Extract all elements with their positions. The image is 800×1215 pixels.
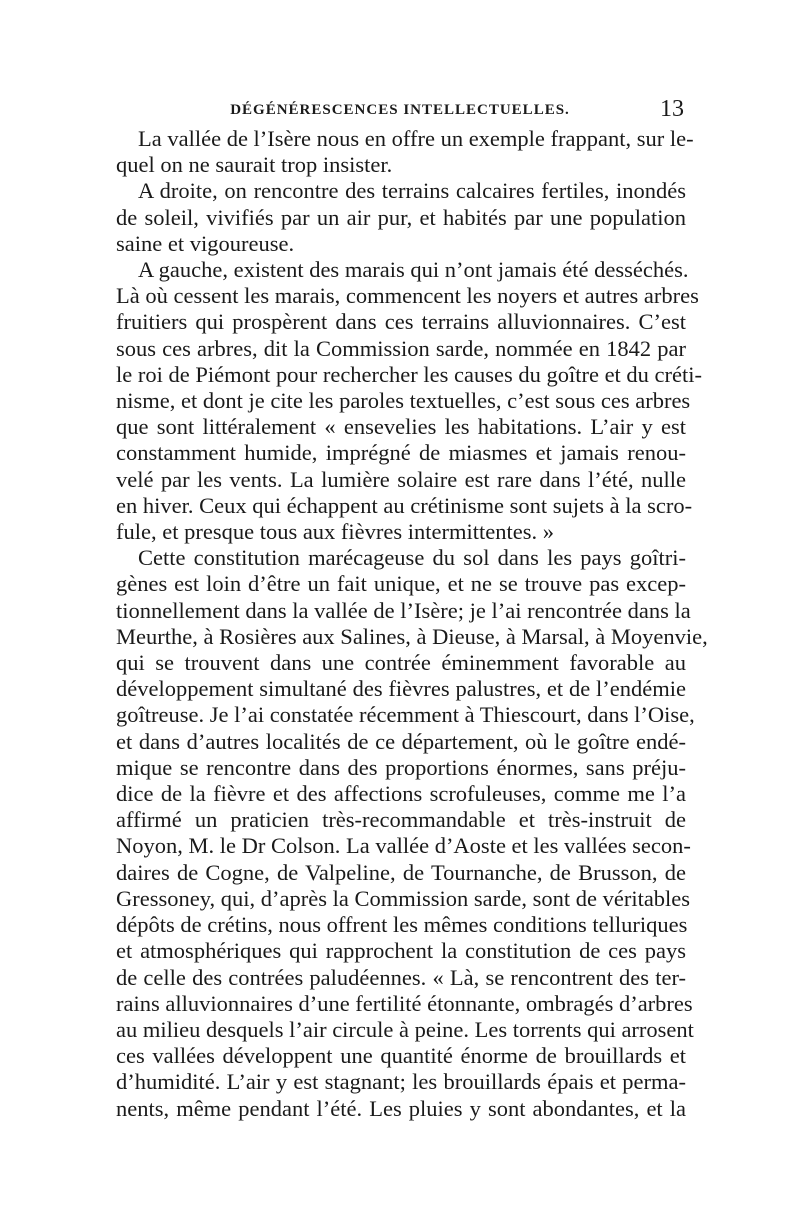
text-line: nents, même pendant l’été. Les pluies y sont abondantes, et la	[116, 1095, 686, 1121]
text-line: le roi de Piémont pour rechercher les causes du goître et du créti-	[116, 361, 703, 387]
text-line: Noyon, M. le Dr Colson. La vallée d’Aoste et les vallées secon-	[116, 833, 691, 859]
paragraph	[116, 126, 694, 178]
text-line: fule, et presque tous aux fièvres intermittentes. »	[116, 519, 554, 545]
text-line: nisme, et dont je cite les paroles textuelles, c’est sous ces arbres	[116, 388, 691, 414]
text-line: dice de la fièvre et des affections scrofuleuses, comme me l’a	[116, 781, 686, 807]
text-line: rains alluvionnaires d’une fertilité étonnante, ombragés d’arbres	[116, 990, 693, 1016]
text-line: gènes est loin d’être un fait unique, et ne se trouve pas excep-	[116, 571, 686, 597]
text-line: saine et vigoureuse.	[116, 230, 295, 256]
text-line: et dans d’autres localités de ce département, où le goître endé-	[116, 728, 686, 754]
text-line: de soleil, vivifiés par un air pur, et habités par une population	[116, 204, 686, 230]
text-line: tionnellement dans la vallée de l’Isère; je l’ai rencontrée dans la	[116, 597, 691, 623]
text-line: daires de Cogne, de Valpeline, de Tournanche, de Brusson, de	[116, 859, 686, 885]
text-line: A gauche, existent des marais qui n’ont jamais été desséchés.	[138, 257, 689, 283]
page-header	[116, 96, 684, 126]
text-line: quel on ne saurait trop insister.	[116, 152, 393, 178]
text-line: sous ces arbres, dit la Commission sarde, nommée en 1842 par	[116, 335, 686, 361]
text-line: ces vallées développent une quantité énorme de brouillards et	[116, 1043, 686, 1069]
paragraph	[116, 178, 686, 257]
text-line: qui se trouvent dans une contrée éminemment favorable au	[116, 650, 686, 676]
text-line: La vallée de l’Isère nous en offre un exemple frappant, sur le-	[138, 126, 694, 151]
paragraph	[116, 545, 708, 1121]
text-line: dépôts de crétins, nous offrent les mêmes conditions telluriques	[116, 912, 688, 938]
page-number: 13	[660, 96, 684, 122]
text-line: velé par les vents. La lumière solaire est rare dans l’été, nulle	[116, 466, 686, 492]
text-line: goîtreuse. Je l’ai constatée récemment à Thiescourt, dans l’Oise,	[116, 702, 695, 728]
text-line: et atmosphériques qui rapprochent la constitution de ces pays	[116, 938, 686, 964]
text-line: A droite, on rencontre des terrains calcaires fertiles, inondés	[138, 178, 686, 204]
text-line: en hiver. Ceux qui échappent au crétinisme sont sujets à la scro-	[116, 492, 693, 518]
text-line: mique se rencontre dans des proportions énormes, sans préju-	[116, 754, 686, 780]
text-line: affirmé un praticien très-recommandable et très-instruit de	[116, 807, 686, 833]
paragraph	[116, 257, 703, 545]
text-line: constamment humide, imprégné de miasmes et jamais renou-	[116, 440, 686, 466]
text-line: au milieu desquels l’air circule à peine. Les torrents qui arrosent	[116, 1016, 694, 1042]
text-line: de celle des contrées paludéennes. « Là, se rencontrent des ter-	[116, 964, 686, 990]
body-text	[116, 126, 708, 1122]
text-line: que sont littéralement « ensevelies les habitations. L’air y est	[116, 414, 686, 440]
text-line: Meurthe, à Rosières aux Salines, à Dieuse, à Marsal, à Moyenvie,	[116, 623, 708, 649]
text-line: Cette constitution marécageuse du sol dans les pays goîtri-	[138, 545, 686, 571]
text-line: développement simultané des fièvres palustres, et de l’endémie	[116, 676, 686, 702]
running-title: DÉGÉNÉRESCENCES INTELLECTUELLES.	[230, 102, 570, 118]
text-line: Là où cessent les marais, commencent les noyers et autres arbres	[116, 283, 699, 309]
text-line: fruitiers qui prospèrent dans ces terrains alluvionnaires. C’est	[116, 309, 686, 335]
text-line: d’humidité. L’air y est stagnant; les brouillards épais et perma-	[116, 1069, 686, 1095]
text-line: Gressoney, qui, d’après la Commission sarde, sont de véritables	[116, 885, 691, 911]
